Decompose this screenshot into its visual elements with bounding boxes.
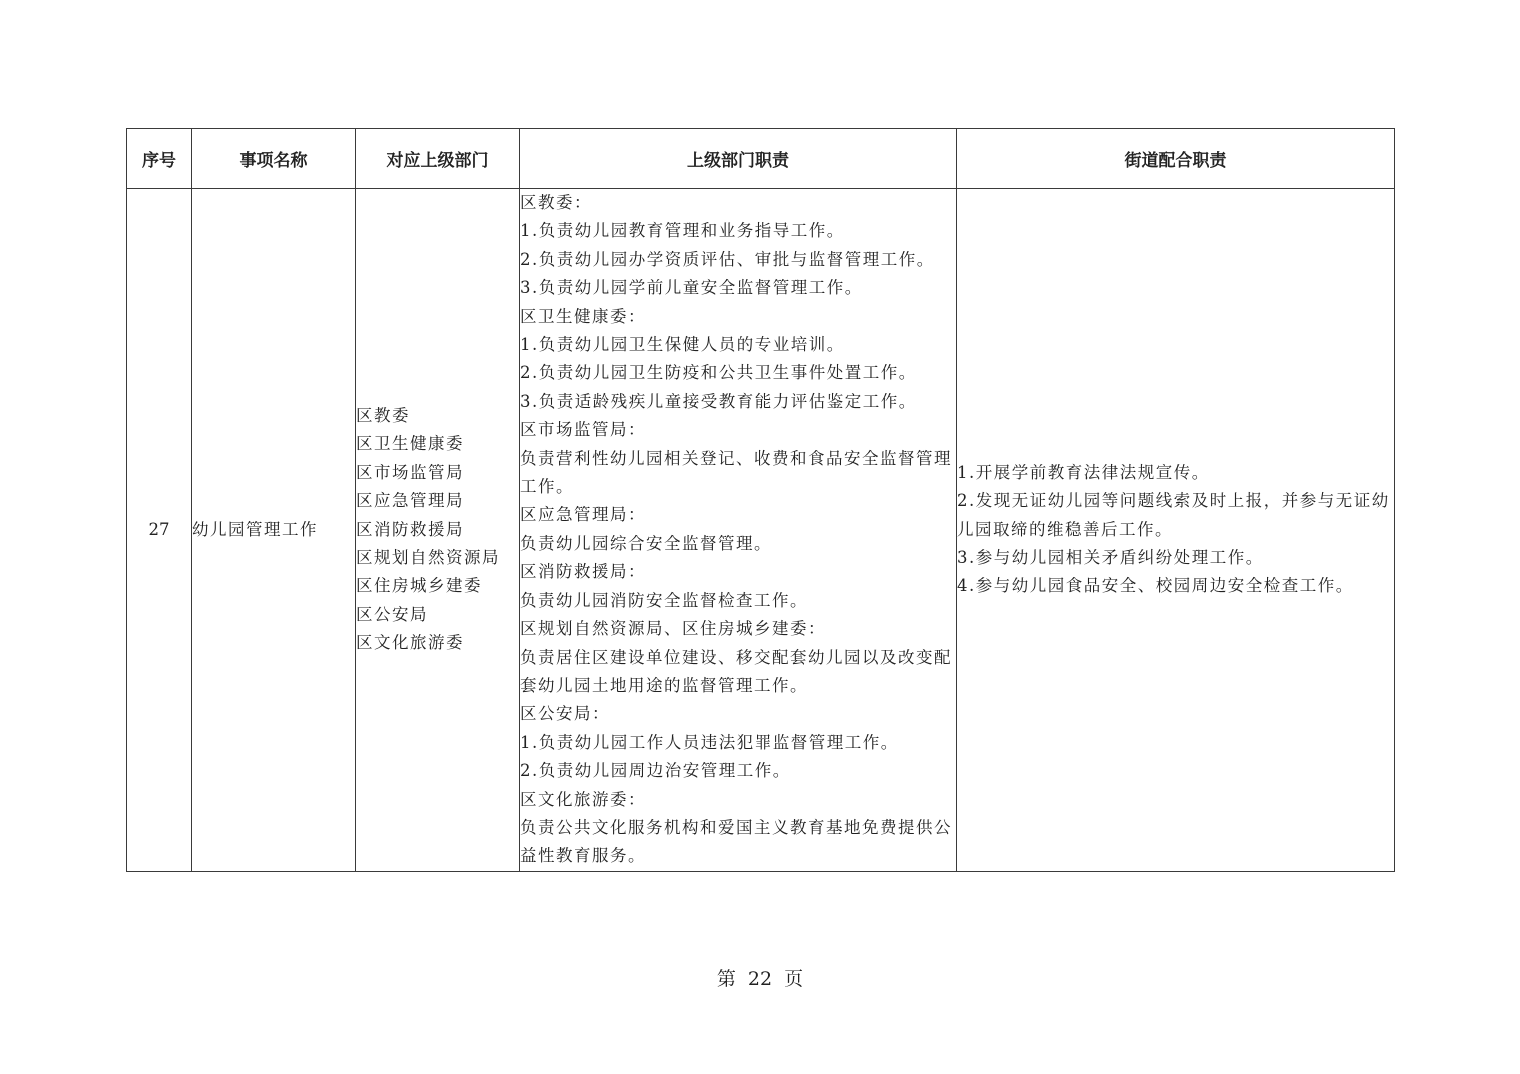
street-duty-line: 2.发现无证幼儿园等问题线索及时上报，并参与无证幼儿园取缔的维稳善后工作。 <box>957 491 1390 539</box>
page-prefix: 第 <box>716 968 736 990</box>
department-line: 区市场监管局 <box>356 462 464 482</box>
row-departments <box>356 189 520 872</box>
department-line: 区文化旅游委 <box>356 633 464 653</box>
row-street-duties <box>957 189 1395 872</box>
department-line: 区住房城乡建委 <box>356 576 482 596</box>
duty-line: 负责幼儿园消防安全监督检查工作。 <box>520 590 808 610</box>
duty-line: 区卫生健康委： <box>520 306 646 326</box>
department-line: 区教委 <box>356 406 410 426</box>
duty-line: 1.负责幼儿园卫生保健人员的专业培训。 <box>520 335 845 355</box>
table-row <box>127 189 1395 872</box>
header-department: 对应上级部门 <box>356 129 520 189</box>
duty-line: 区教委： <box>520 193 592 212</box>
duty-line: 负责公共文化服务机构和爱国主义教育基地免费提供公益性教育服务。 <box>520 817 952 866</box>
page-footer <box>0 964 1520 991</box>
duty-line: 区公安局： <box>520 704 610 724</box>
duty-line: 区消防救援局： <box>520 562 646 582</box>
duty-line: 区应急管理局： <box>520 505 646 525</box>
department-line: 区应急管理局 <box>356 491 464 511</box>
department-line: 区卫生健康委 <box>356 434 464 454</box>
page-number: 22 <box>747 968 773 990</box>
header-serial: 序号 <box>127 129 192 189</box>
duty-line: 负责居住区建设单位建设、移交配套幼儿园以及改变配套幼儿园土地用途的监督管理工作。 <box>520 647 952 695</box>
duty-line: 区规划自然资源局、区住房城乡建委： <box>520 619 826 639</box>
street-duty-line: 3.参与幼儿园相关矛盾纠纷处理工作。 <box>957 548 1264 568</box>
row-item-name: 幼儿园管理工作 <box>192 189 356 872</box>
street-duty-line: 4.参与幼儿园食品安全、校园周边安全检查工作。 <box>957 576 1354 596</box>
duty-line: 2.负责幼儿园周边治安管理工作。 <box>520 761 791 781</box>
duty-line: 负责幼儿园综合安全监督管理。 <box>520 533 772 553</box>
duty-line: 负责营利性幼儿园相关登记、收费和食品安全监督管理工作。 <box>520 448 952 497</box>
duty-line: 3.负责幼儿园学前儿童安全监督管理工作。 <box>520 278 863 298</box>
department-line: 区消防救援局 <box>356 519 464 539</box>
header-row <box>127 129 1395 189</box>
header-street-duties: 街道配合职责 <box>957 129 1395 189</box>
row-serial: 27 <box>127 189 192 872</box>
duty-line: 3.负责适龄残疾儿童接受教育能力评估鉴定工作。 <box>520 391 917 411</box>
duty-line: 区文化旅游委： <box>520 789 646 809</box>
duty-line: 2.负责幼儿园办学资质评估、审批与监督管理工作。 <box>520 249 935 269</box>
header-department-duties: 上级部门职责 <box>520 129 957 189</box>
duty-line: 2.负责幼儿园卫生防疫和公共卫生事件处置工作。 <box>520 363 917 383</box>
page-suffix: 页 <box>784 968 804 990</box>
duty-line: 区市场监管局： <box>520 420 646 440</box>
department-line: 区规划自然资源局 <box>356 548 500 568</box>
header-item-name: 事项名称 <box>192 129 356 189</box>
responsibility-table <box>126 128 1395 872</box>
duty-line: 1.负责幼儿园工作人员违法犯罪监督管理工作。 <box>520 732 899 752</box>
street-duty-line: 1.开展学前教育法律法规宣传。 <box>957 462 1210 482</box>
department-line: 区公安局 <box>356 604 428 624</box>
duty-line: 1.负责幼儿园教育管理和业务指导工作。 <box>520 221 845 241</box>
row-department-duties <box>520 189 957 872</box>
